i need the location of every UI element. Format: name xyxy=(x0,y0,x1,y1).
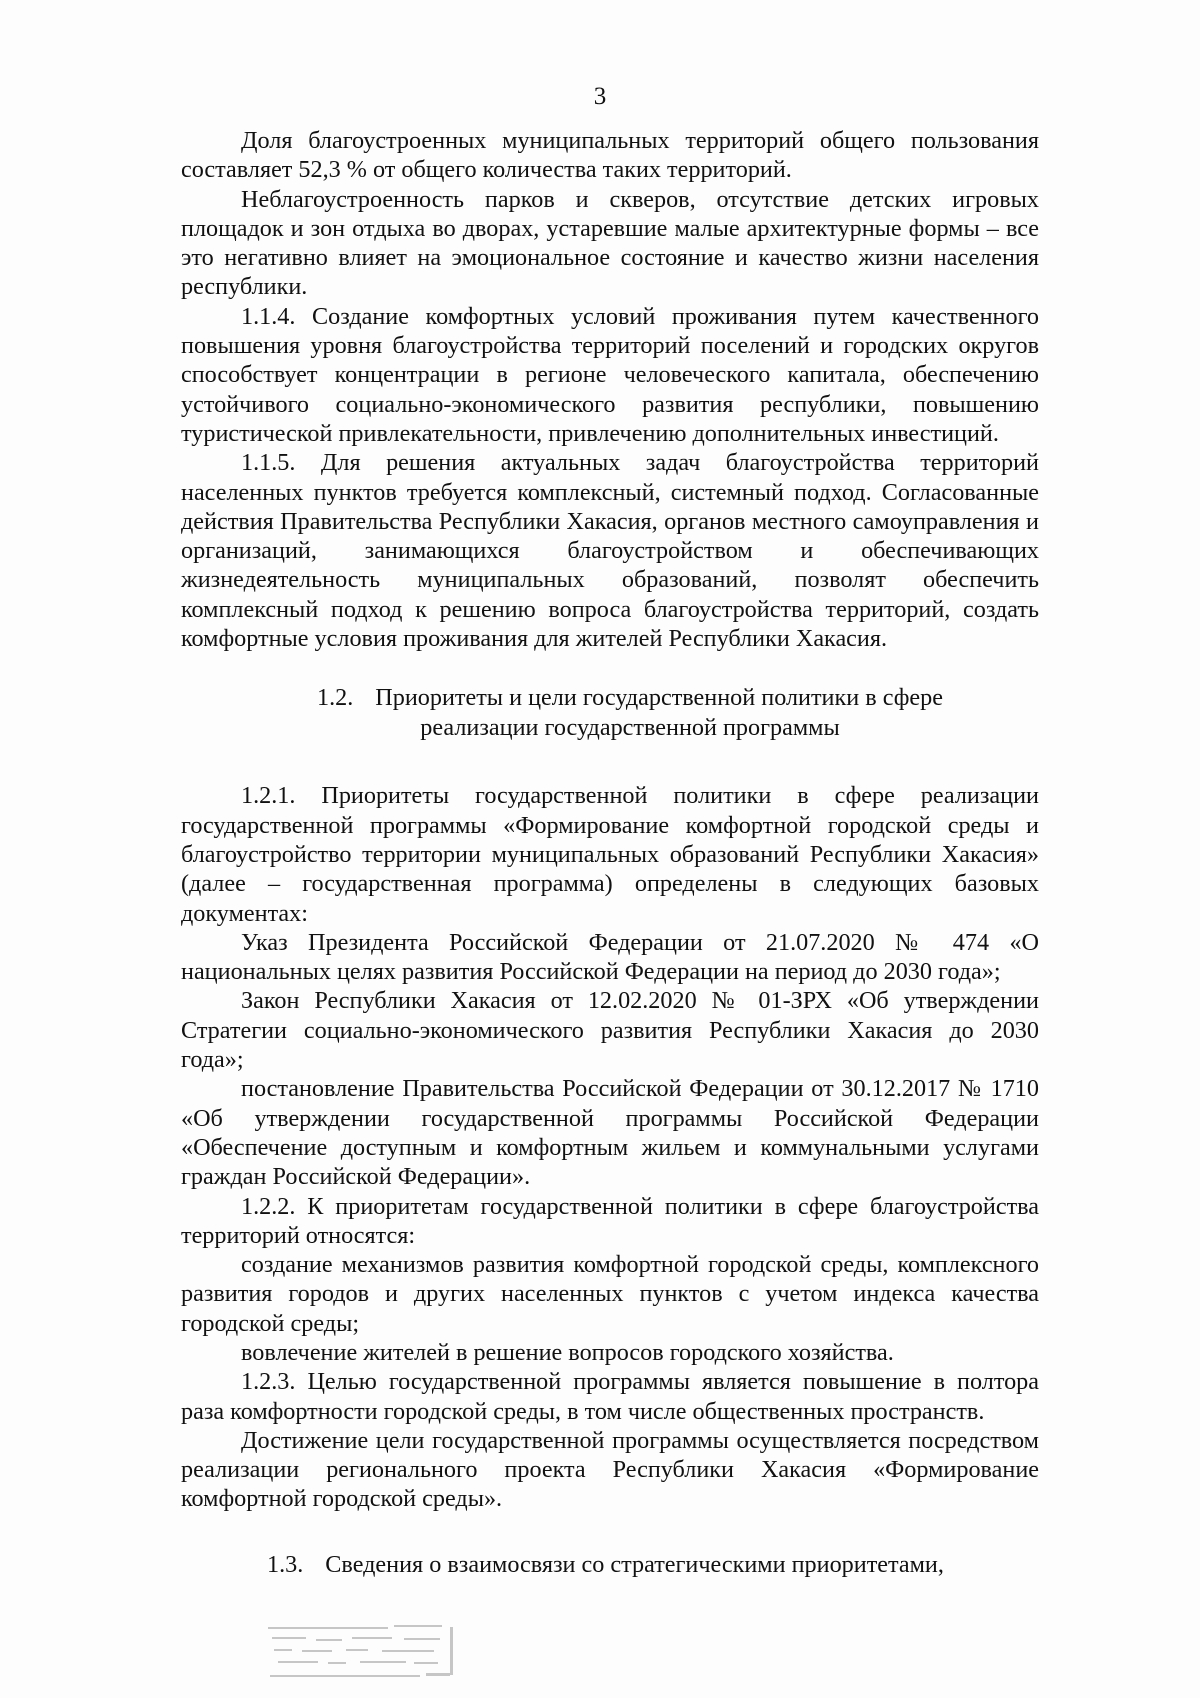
faint-stamp-mark xyxy=(264,1623,474,1681)
paragraph: Неблагоустроенность парков и скверов, отсутствие детских игровых площадок и зон отдыха во дворах, устаревшие малые архитектурные формы – все это негативно влияет на эмоциональное состояние и качество жизни населения республики. xyxy=(181,185,1039,301)
paragraph: 1.2.3. Целью государственной программы является повышение в полтора раза комфортности городской среды, в том числе общественных пространств. xyxy=(181,1368,1039,1425)
paragraph: вовлечение жителей в решение вопросов городского хозяйства. xyxy=(241,1338,894,1366)
paragraph: Указ Президента Российской Федерации от 21.07.2020 № 474 «О национальных целях развития Российской Федерации на период до 2030 года»; xyxy=(181,928,1039,986)
paragraph: постановление Правительства Российской Федерации от 30.12.2017 № 1710 «Об утверждении государственной программы Российской Федерации «Обеспечение доступным и комфортным жильем и коммунальными услугами граждан Российской Федерации». xyxy=(181,1075,1039,1191)
section-heading-1-2 xyxy=(181,683,1039,743)
section-title-line: Сведения о взаимосвязи со стратегическими приоритетами, xyxy=(325,1550,944,1578)
paragraph: Закон Республики Хакасия от 12.02.2020 № 01-ЗРХ «Об утверждении Стратегии социально-экономического развития Республики Хакасия до 2030 года»; xyxy=(181,987,1039,1074)
paragraph: Достижение цели государственной программы осуществляется посредством реализации регионального проекта Республики Хакасия «Формирование комфортной городской среды». xyxy=(181,1426,1039,1513)
paragraph: создание механизмов развития комфортной городской среды, комплексного развития городов и других населенных пунктов с учетом индекса качества городской среды; xyxy=(181,1251,1039,1337)
paragraph: 1.2.2. К приоритетам государственной политики в сфере благоустройства территорий относятся: xyxy=(181,1192,1039,1249)
paragraph: 1.2.1. Приоритеты государственной политики в сфере реализации государственной программы «Формирование комфортной городской среды и благоустройство территории муниципальных образований Республики Хакасия» (далее – государственная программа) определены в следующих базовых документах: xyxy=(181,782,1039,927)
section-number: 1.2. xyxy=(317,684,354,712)
paragraph: Доля благоустроенных муниципальных территорий общего пользования составляет 52,3 % от общего количества таких территорий. xyxy=(181,127,1039,184)
paragraph: 1.1.4. Создание комфортных условий проживания путем качественного повышения уровня благоустройства территорий поселений и городских округов способствует концентрации в регионе человеческого капитала, обеспечению устойчивого социально-экономического развития республики, повышению туристической привлекательности, привлечению дополнительных инвестиций. xyxy=(181,302,1039,447)
section-number: 1.3. xyxy=(267,1550,304,1578)
paragraph: 1.1.5. Для решения актуальных задач благоустройства территорий населенных пунктов требуется комплексный, системный подход. Согласованные действия Правительства Республики Хакасия, органов местного самоуправления и организаций, занимающихся благоустройством и обеспечивающих жизнедеятельность муниципальных образований, позволят обеспечить комплексный подход к решению вопроса благоустройства территорий, создать комфортные условия проживания для жителей Республики Хакасия. xyxy=(181,449,1039,653)
section-title-line: реализации государственной программы xyxy=(420,714,840,742)
page-number: 3 xyxy=(593,83,607,110)
document-body xyxy=(181,126,1039,1580)
section-title-line: Приоритеты и цели государственной политики в сфере xyxy=(375,684,943,712)
section-heading-1-3 xyxy=(181,1550,1039,1580)
